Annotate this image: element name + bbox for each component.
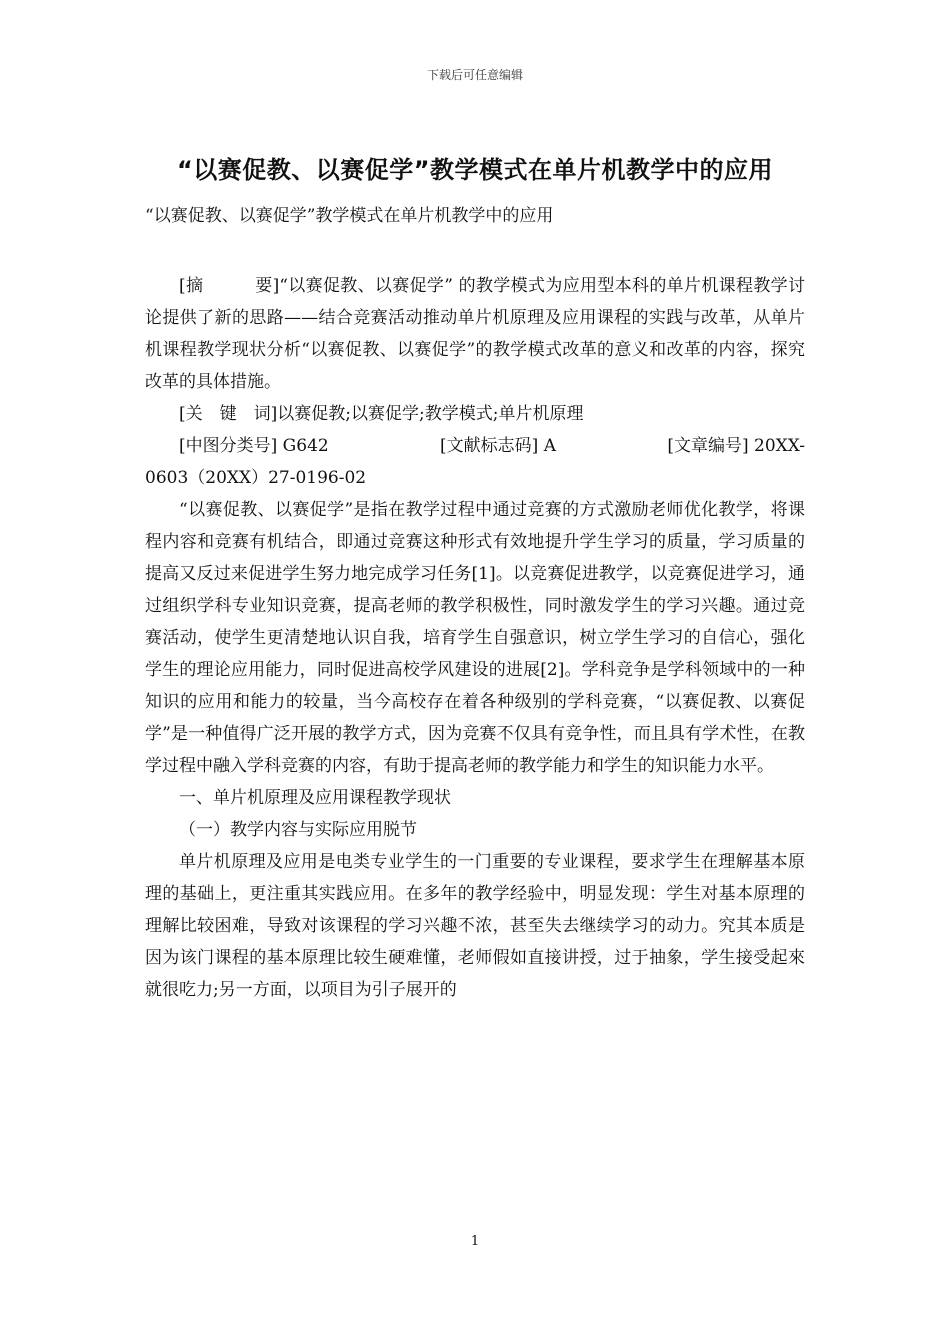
article-number-continued: 0603（20XX）27-0196-02 <box>145 468 367 488</box>
page-number: 1 <box>470 1234 480 1249</box>
intro-paragraph: “以赛促教、以赛促学”是指在教学过程中通过竞赛的方式激励老师优化教学，将课程内容和竞赛有机结合，即通过竞赛这种形式有效地提升学生学习的质量，学习质量的提高又反过来促进学生努力地完成学习任务[1]。以竞赛促进教学，以竞赛促进学习，通过组织学科专业知识竞赛，提高老师的教学积极性，同时激发学生的学习兴趣。通过竞赛活动，使学生更清楚地认识自我，培育学生自强意识，树立学生学习的自信心，强化学生的理论应用能力，同时促进高校学风建设的进展[2]。学科竞争是学科领域中的一种知识的应用和能力的较量，当今高校存在着各种级别的学科竞赛，“以赛促教、以赛促学”是一种值得广泛开展的教学方式，因为竞赛不仅具有竞争性，而且具有学术性，在教学过程中融入学科竞赛的内容，有助于提高老师的教学能力和学生的知识能力水平。 <box>145 500 805 776</box>
classification-row <box>179 430 805 462</box>
section-heading-1: 一、单片机原理及应用课程教学现状 <box>179 788 451 808</box>
abstract-paragraph: [摘 要]“以赛促教、以赛促学” 的教学模式为应用型本科的单片机课程教学讨论提供了新的思路——结合竞赛活动推动单片机原理及应用课程的实践与改革，从单片机课程教学现状分析“以赛促教、以赛促学”的教学模式改革的意义和改革的内容，探究改革的具体措施。 <box>145 276 805 392</box>
body-paragraph-2: 单片机原理及应用是电类专业学生的一门重要的专业课程，要求学生在理解基本原理的基础上，更注重其实践应用。在多年的教学经验中，明显发现：学生对基本原理的理解比较困难，导致对该课程的学习兴趣不浓，甚至失去继续学习的动力。究其本质是因为该门课程的基本原理比较生硬难懂，老师假如直接讲授，过于抽象，学生接受起來就很吃力;另一方面，以项目为引子展开的 <box>145 852 805 1000</box>
page-header: 下载后可任意编辑 <box>426 68 523 82</box>
article-number: [文章编号] 20XX- <box>667 436 805 456</box>
document-title: “以赛促教、以赛促学”教学模式在单片机教学中的应用 <box>176 156 774 184</box>
subsection-heading-1-1: （一）教学内容与实际应用脱节 <box>179 820 417 840</box>
document-body <box>145 270 805 1006</box>
classification-paragraph <box>145 430 805 462</box>
document-subtitle: “以赛促教、以赛促学”教学模式在单片机教学中的应用 <box>145 206 554 226</box>
document-code: [文献标志码] A <box>440 436 556 456</box>
keywords-paragraph: [关 键 词]以赛促教;以赛促学;教学模式;单片机原理 <box>179 404 584 424</box>
clc-number: [中图分类号] G642 <box>179 436 329 456</box>
